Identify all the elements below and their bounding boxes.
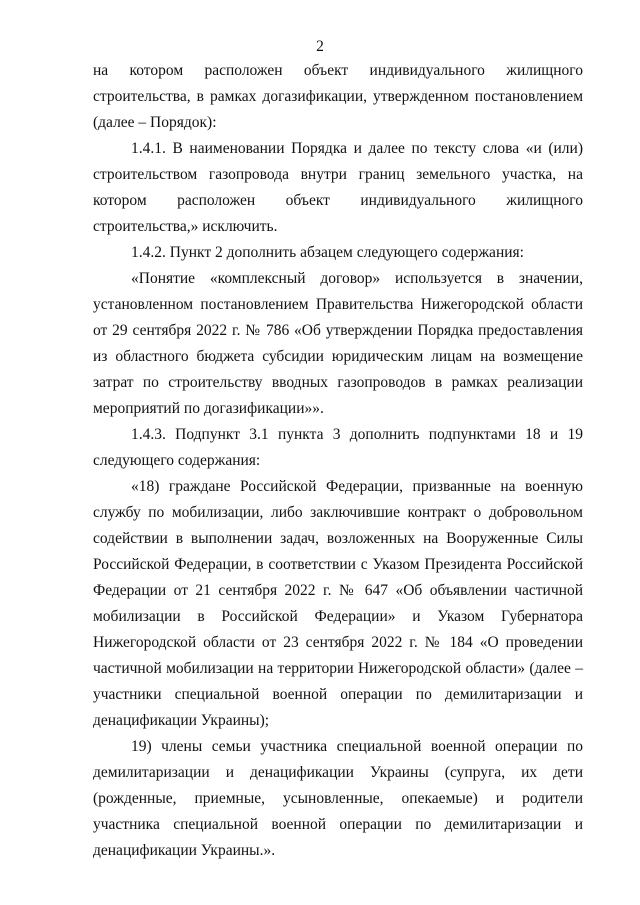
paragraph-1-4-2: 1.4.2. Пункт 2 дополнить абзацем следующего содержания: xyxy=(131,244,524,261)
paragraph-complex-contract-definition: «Понятие «комплексный договор» используется в значении, установленном постановлением Правительства Нижегородской области от 29 сентября 2022 г. № 786 «Об утверждении Порядка предоставления из областного бюджета субсидии юридическим лицам на возмещение затрат по строительству вводных газопроводов в рамках реализации мероприятий по догазификации»». xyxy=(93,270,583,417)
paragraph-intro-continuation: на котором расположен объект индивидуального жилищного строительства, в рамках догазификации, утвержденном постановлением (далее – Порядок): xyxy=(93,62,583,131)
paragraph-1-4-1: 1.4.1. В наименовании Порядка и далее по тексту слова «и (или) строительством газопровода внутри границ земельного участка, на котором расположен объект индивидуального жилищного строительства,» исключить. xyxy=(93,140,583,235)
page-number: 2 xyxy=(316,38,324,55)
paragraph-subitem-18: «18) граждане Российской Федерации, призванные на военную службу по мобилизации, либо заключившие контракт о добровольном содействии в выполнении задач, возложенных на Вооруженные Силы Российской Федерации, в соответствии с Указом Президента Российской Федерации от 21 сентября 2022 г. № 647 «Об объявлении частичной мобилизации в Российской Федерации» и Указом Губернатора Нижегородской области от 23 сентября 2022 г. № 184 «О проведении частичной мобилизации на территории Нижегородской области» (далее – участники специальной военной операции по демилитаризации и денацификации Украины); xyxy=(93,478,583,729)
paragraph-1-4-3: 1.4.3. Подпункт 3.1 пункта 3 дополнить подпунктами 18 и 19 следующего содержания: xyxy=(93,426,583,469)
paragraph-subitem-19: 19) члены семьи участника специальной военной операции по демилитаризации и денацификации Украины (супруга, их дети (рожденные, приемные, усыновленные, опекаемые) и родители участника специальной военной операции по демилитаризации и денацификации Украины.». xyxy=(93,738,583,859)
document-body xyxy=(93,58,583,864)
